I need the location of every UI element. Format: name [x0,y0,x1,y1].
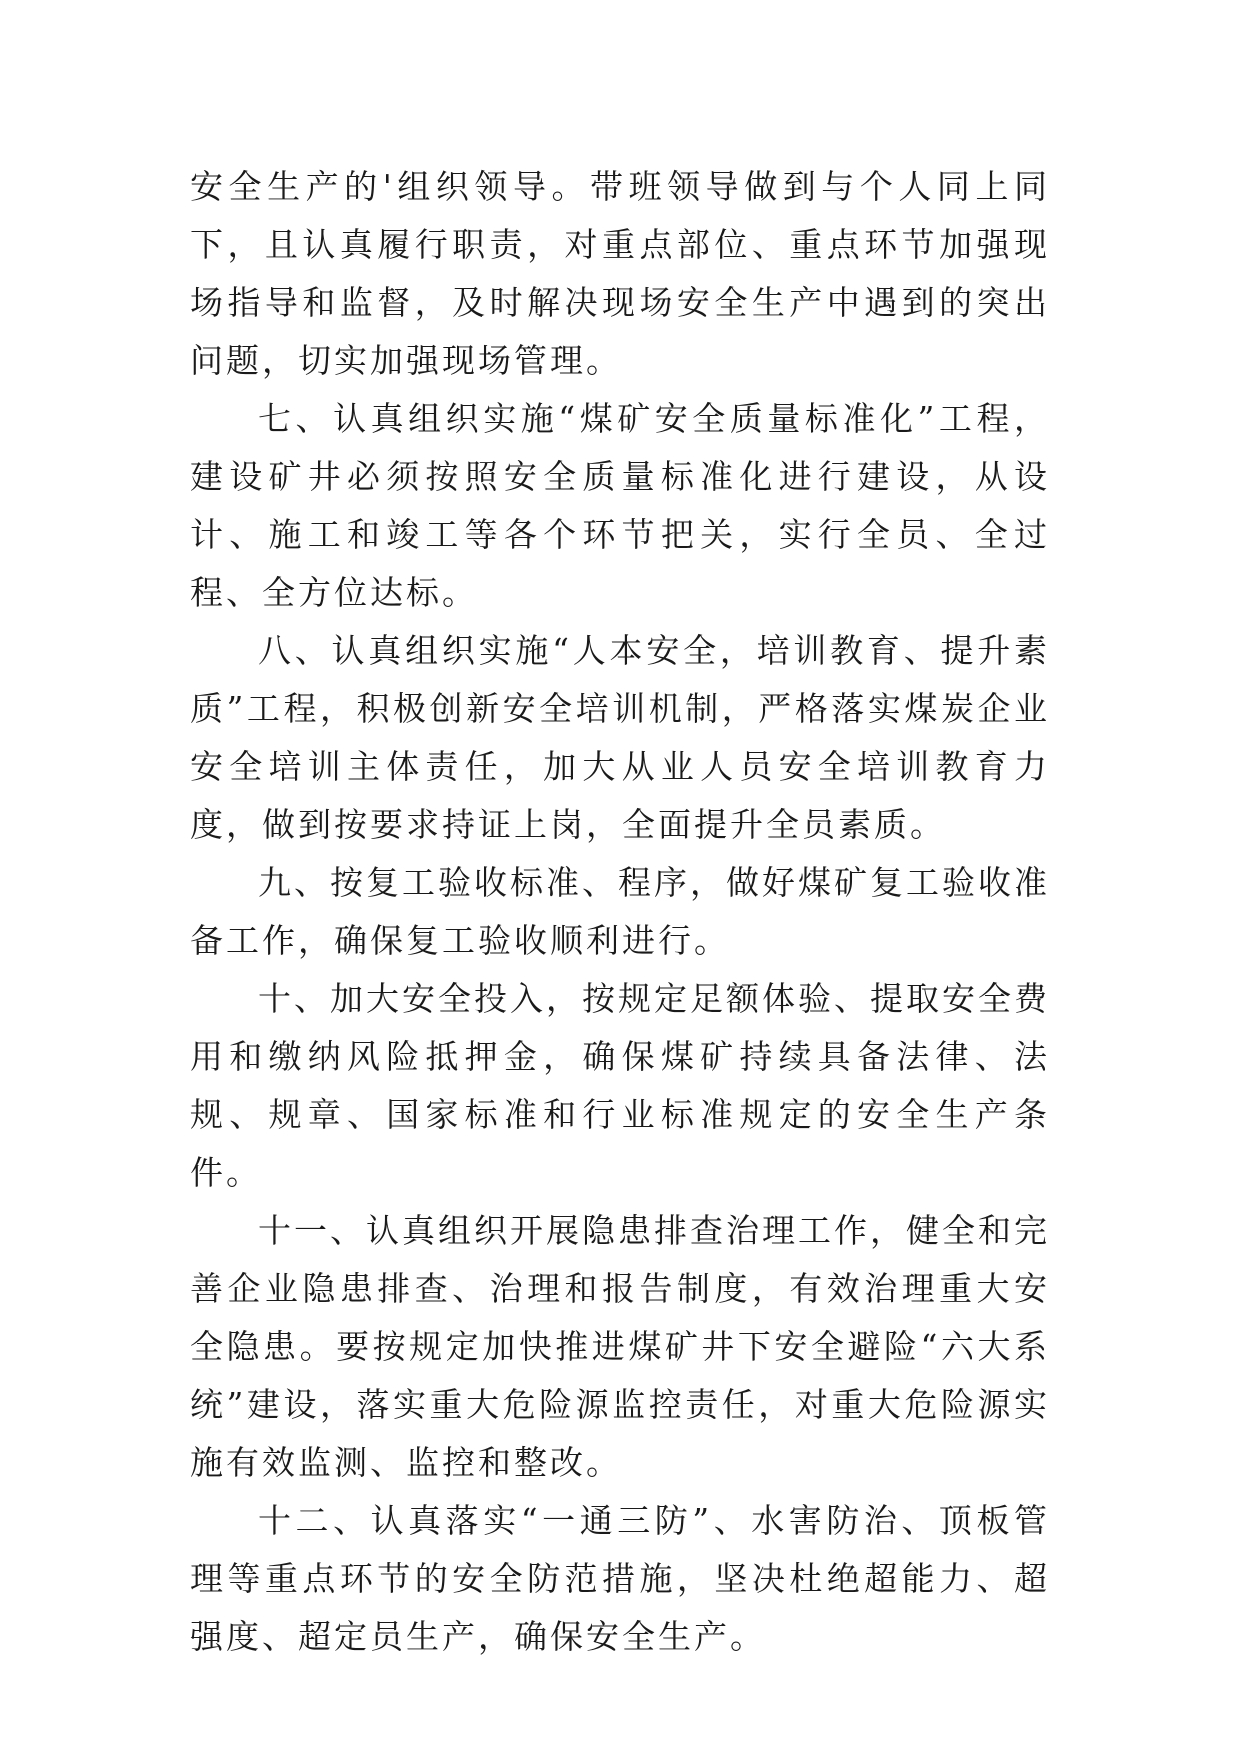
paragraph-item-7: 七、认真组织实施“煤矿安全质量标准化”工程，建设矿井必须按照安全质量标准化进行建设，从设计、施工和竣工等各个环节把关，实行全员、全过程、全方位达标。 [190,399,1050,612]
paragraph-item-11: 十一、认真组织开展隐患排查治理工作，健全和完善企业隐患排查、治理和报告制度，有效治理重大安全隐患。要按规定加快推进煤矿井下安全避险“六大系统”建设，落实重大危险源监控责任，对重大危险源实施有效监测、监控和整改。 [190,1211,1050,1482]
paragraph-item-9: 九、按复工验收标准、程序，做好煤矿复工验收准备工作，确保复工验收顺利进行。 [190,863,1050,960]
document-body [190,158,1050,1666]
paragraph-item-10: 十、加大安全投入，按规定足额体验、提取安全费用和缴纳风险抵押金，确保煤矿持续具备法律、法规、规章、国家标准和行业标准规定的安全生产条件。 [190,979,1050,1192]
paragraph-item-8: 八、认真组织实施“人本安全，培训教育、提升素质”工程，积极创新安全培训机制，严格落实煤炭企业安全培训主体责任，加大从业人员安全培训教育力度，做到按要求持证上岗，全面提升全员素质。 [190,631,1050,844]
paragraph-item-12: 十二、认真落实“一通三防”、水害防治、顶板管理等重点环节的安全防范措施，坚决杜绝超能力、超强度、超定员生产，确保安全生产。 [190,1501,1050,1656]
paragraph-continuation: 安全生产的'组织领导。带班领导做到与个人同上同下，且认真履行职责，对重点部位、重点环节加强现场指导和监督，及时解决现场安全生产中遇到的突出问题，切实加强现场管理。 [190,167,1050,380]
